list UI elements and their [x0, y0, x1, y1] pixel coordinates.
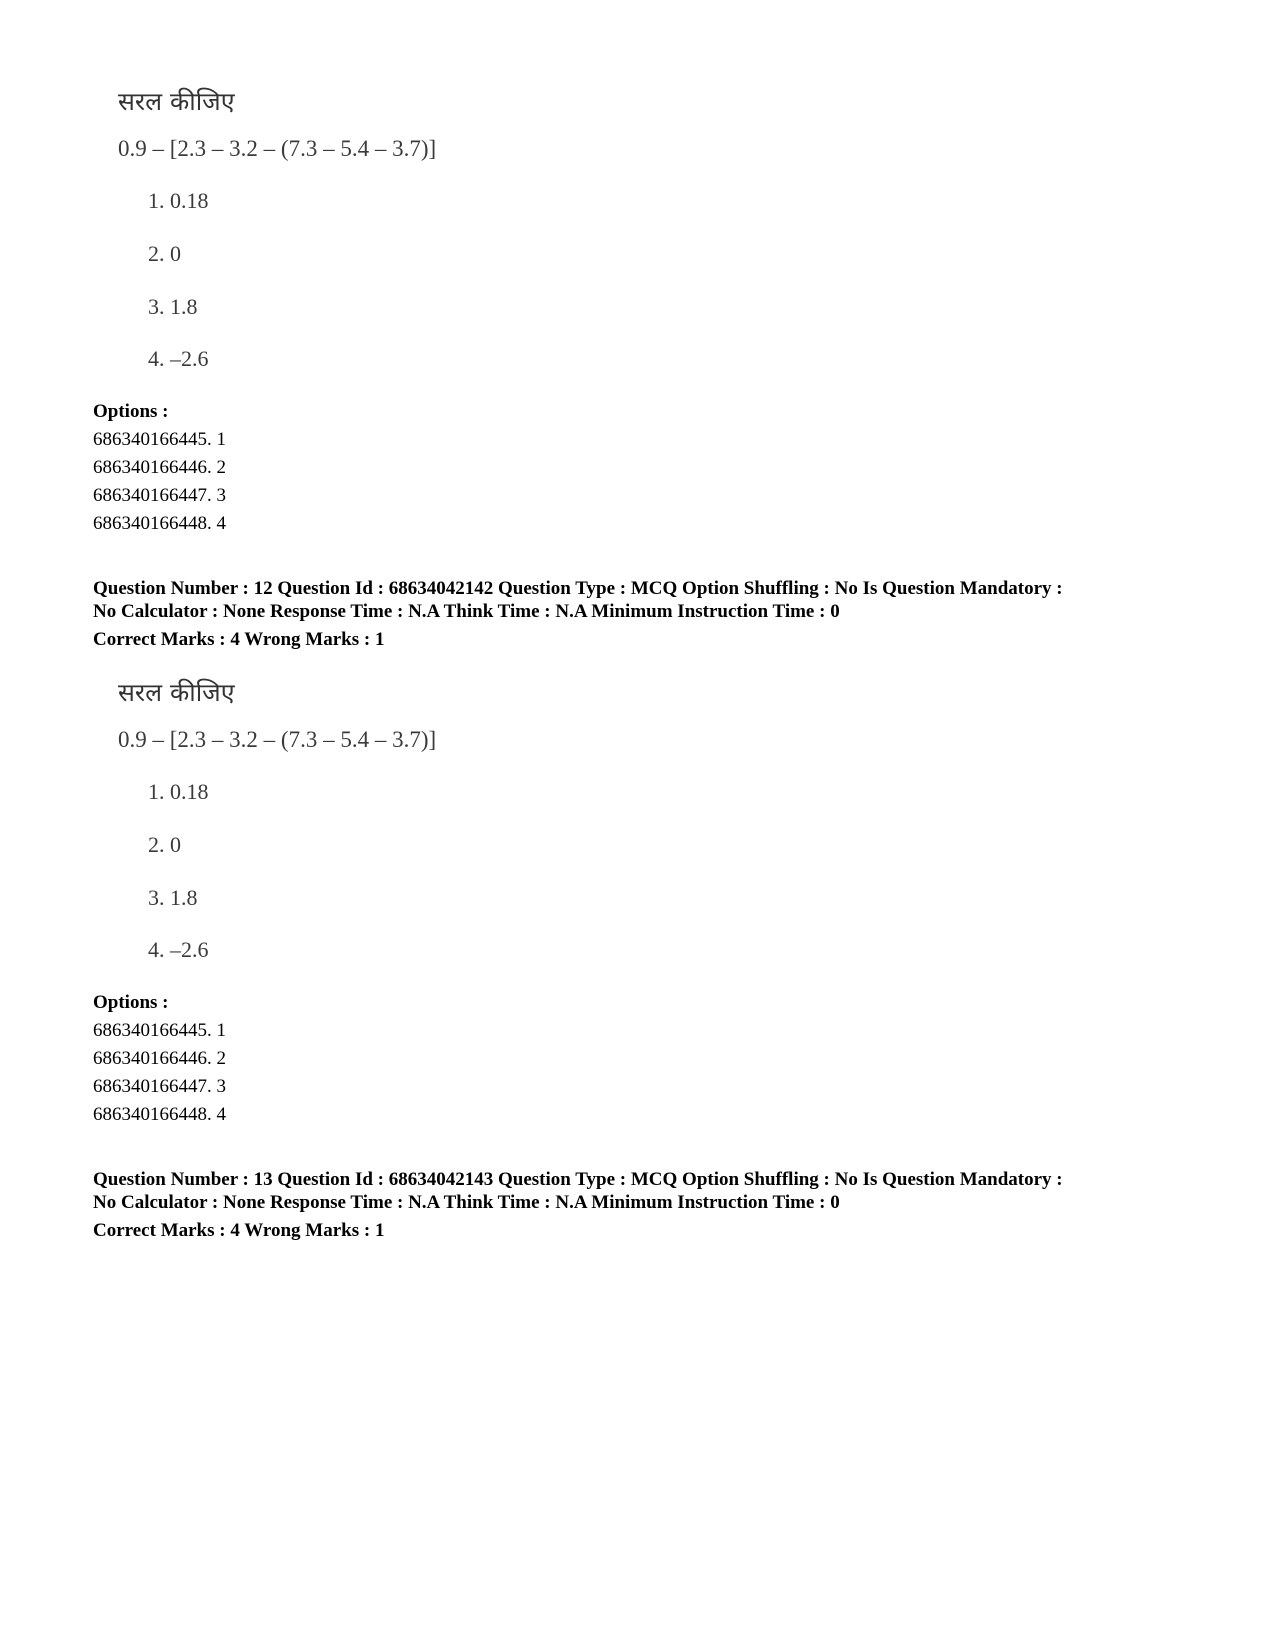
choice-3: 3. 1.8: [148, 294, 198, 319]
option-line: 686340166447. 3: [93, 1076, 226, 1097]
options-label: Options :: [93, 992, 169, 1013]
choice-4: 4. –2.6: [148, 937, 209, 962]
choice-4: 4. –2.6: [148, 346, 209, 371]
option-line: 686340166448. 4: [93, 1104, 226, 1125]
option-line: 686340166445. 1: [93, 429, 226, 450]
question-marks: Correct Marks : 4 Wrong Marks : 1: [93, 629, 385, 650]
question-expression: 0.9 – [2.3 – 3.2 – (7.3 – 5.4 – 3.7)]: [118, 727, 437, 752]
option-line: 686340166446. 2: [93, 457, 226, 478]
option-line: 686340166446. 2: [93, 1048, 226, 1069]
question-instruction: सरल कीजिए: [118, 678, 235, 707]
choice-2: 2. 0: [148, 832, 181, 857]
question-marks: Correct Marks : 4 Wrong Marks : 1: [93, 1220, 385, 1241]
option-line: 686340166447. 3: [93, 485, 226, 506]
question-expression: 0.9 – [2.3 – 3.2 – (7.3 – 5.4 – 3.7)]: [118, 136, 437, 161]
choice-2: 2. 0: [148, 241, 181, 266]
question-image-q12: [118, 675, 478, 975]
options-label: Options :: [93, 401, 169, 422]
question-instruction: सरल कीजिए: [118, 87, 235, 116]
question-header-line2: No Calculator : None Response Time : N.A Think Time : N.A Minimum Instruction Time : 0: [93, 1192, 840, 1213]
choice-1: 1. 0.18: [148, 779, 209, 804]
question-header-line1: Question Number : 13 Question Id : 68634042143 Question Type : MCQ Option Shuffling : No Is Question Mandatory :: [93, 1169, 1063, 1190]
question-header-line2: No Calculator : None Response Time : N.A Think Time : N.A Minimum Instruction Time : 0: [93, 601, 840, 622]
question-image-q11: [118, 84, 478, 384]
question-header-line1: Question Number : 12 Question Id : 68634042142 Question Type : MCQ Option Shuffling : No Is Question Mandatory :: [93, 578, 1063, 599]
option-line: 686340166445. 1: [93, 1020, 226, 1041]
choice-1: 1. 0.18: [148, 188, 209, 213]
option-line: 686340166448. 4: [93, 513, 226, 534]
choice-3: 3. 1.8: [148, 885, 198, 910]
